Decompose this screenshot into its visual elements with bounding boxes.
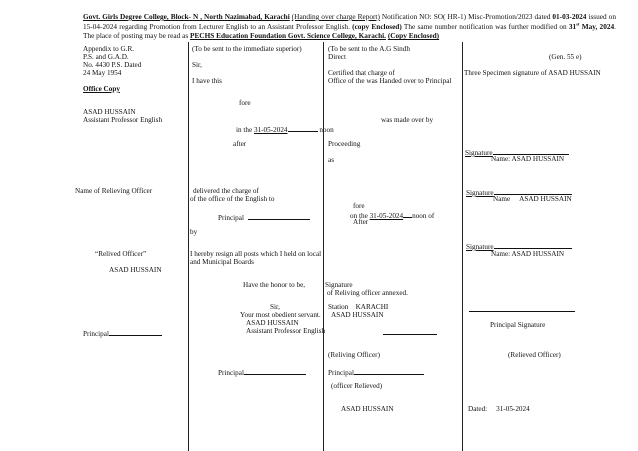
reliving-officer-annexed: of Reliving officer annexed. [327,289,408,297]
dated-line: Dated: 31-05-2024 [468,405,530,413]
new-posting: PECHS Education Foundation Govt. Science College, Karachi. [189,31,386,41]
notification-intro [83,12,616,41]
resign-line-1: I hereby resign all posts which I held on local [190,250,322,258]
modified-date: 31st May, 2024 [568,21,615,31]
to-immediate-superior: (To be sent to the immediate superior) [192,45,302,53]
principal-bottom-col2: Principal [218,367,306,378]
signature-3-name: Name: ASAD HUSSAIN [491,250,565,258]
principal-col1: Principal [83,328,162,339]
copy-enclosed-1: (copy Enclosed) [352,21,402,31]
i-have-this: I have this [192,77,222,85]
same-number-text: The same number notification was further modified on [401,21,569,31]
place-text: . The place of posting may be read as [83,21,616,41]
signature-2: Signature [466,187,572,198]
certified-line-2: Office of the was Handed over to Principal [328,77,452,85]
officer-name: ASAD HUSSAIN [83,108,136,116]
ps-number-label: No. 4430 P.S. Dated [83,61,142,69]
station-value: KARACHI [355,303,389,311]
station-line: Station KARACHI [328,303,389,311]
after-text: after [233,140,247,148]
appendix-label: Appendix to G.R. [83,45,135,53]
gr-date: 24 May 1954 [83,69,122,77]
signature-1-name: Name: ASAD HUSSAIN [491,155,565,163]
as-text: as [328,156,334,164]
delivered-charge-line-1: delivered the charge of [193,187,259,195]
signature-line-col3 [383,334,437,335]
college-name: Govt. Girls Degree College, Block- N , North Nazimabad, Karachi [83,12,290,21]
signature-3: Signature [466,241,572,252]
by-text: by [190,228,198,236]
direct-text: Direct [328,53,346,61]
principal-signature-line [469,311,575,312]
servant-name: ASAD HUSSAIN [246,319,299,327]
fore-text: fore [239,99,251,107]
honor-text: Have the honor to be, [243,281,306,289]
principal-signature-label: Principal Signature [490,321,546,329]
to-ag-sindh: (To be sent to the A.G Sindh [328,45,410,53]
signature-2-name: Name ASAD HUSSAIN [493,195,572,203]
ps-gad-label: P.S. and G.A.D. [83,53,129,61]
dated-value: 31-05-2024 [496,405,530,413]
obedient-servant: Your most obedient servant. [240,311,321,319]
issued-text: issued on 15-04-2024 regarding Promotion from Lecturer English to an Assistant Professor English. [83,12,616,31]
bottom-officer-name: ASAD HUSSAIN [341,405,394,413]
column-divider-3 [462,42,463,451]
office-copy-label: Office Copy [83,85,120,93]
officer-relieved-label: (officer Relieved) [331,382,383,390]
relieving-officer-label: Name of Relieving Officer [75,187,153,195]
principal-blank-col2: Principal [218,212,310,223]
in-the-date-line: in the 31-05-2024 noon [236,126,334,134]
salutation-sir: Sir, [192,61,202,69]
handing-report-title: (Handing over charge Report) [291,12,380,21]
salutation-sir-2: Sir, [270,303,280,311]
notification-number: Notification NO: SO( HR-1) Misc-Promotion/2023 dated [381,12,551,21]
after-text-col3: After [353,218,369,226]
charge-date: 31-05-2024 [253,126,288,134]
copy-enclosed-2: (Copy Enclosed) [387,31,440,41]
signature-1: Signature [465,147,569,158]
relived-officer-label: “Relived Officer” [95,250,147,258]
on-the-date-line: on the 31-05-2024 noon of [350,212,435,220]
fore-text-col3: fore [353,202,365,210]
reliving-officer-label: (Reliving Officer) [328,351,380,359]
relieved-officer-label: (Relieved Officer) [508,351,561,359]
delivered-charge-line-2: of the office of the English to [190,195,275,203]
signature-label-col3: Signature [325,281,353,289]
proceeding-text: Proceeding [328,140,361,148]
station-officer-name: ASAD HUSSAIN [331,311,384,319]
column-divider-2 [323,42,324,451]
servant-designation: Assistant Professor English [246,327,326,335]
gen-form-number: (Gen. 55 e) [549,53,582,61]
officer-designation: Assistant Professor English [83,116,163,124]
relieving-date: 31-05-2024 [369,212,404,220]
resign-line-2: and Municipal Boards [190,258,254,266]
relived-officer-name: ASAD HUSSAIN [109,266,162,274]
certified-line-1: Certified that charge of [328,69,395,77]
column-divider-1 [188,42,189,451]
made-over-by: was made over by [381,116,434,124]
notification-date: 01-03-2024 [552,12,587,21]
three-specimen-signature: Three Specimen signature of ASAD HUSSAIN [464,69,601,77]
principal-col3: Principal [328,367,424,378]
